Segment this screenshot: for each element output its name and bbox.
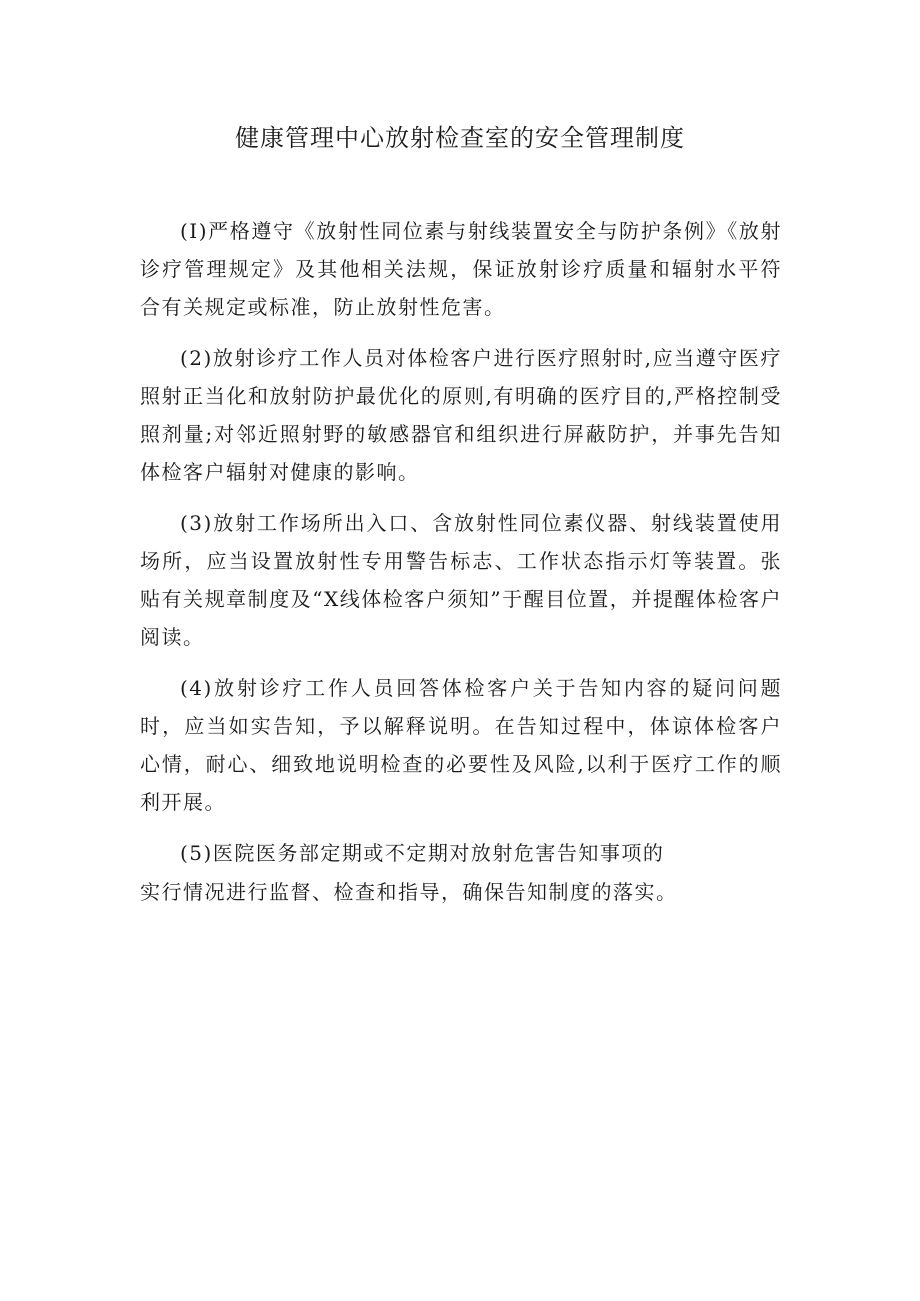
paragraph-4 <box>140 669 782 821</box>
paragraph-text: 严格遵守《放射性同位素与射线装置安全与防护条例》《放射诊疗管理规定》及其他相关法规，保证放射诊疗质量和辐射水平符合有关规定或标准，防止放射性危害。 <box>140 219 782 319</box>
paragraph-3 <box>140 504 782 656</box>
paragraph-text: 放射诊疗工作人员回答体检客户关于告知内容的疑问问题时，应当如实告知，予以解释说明。在告知过程中，体谅体检客户心情，耐心、细致地说明检查的必要性及风险,以利于医疗工作的顺利开展。 <box>140 676 782 814</box>
paragraph-1 <box>140 212 782 326</box>
paragraph-number: (I) <box>180 219 209 243</box>
paragraph-number: (5) <box>180 841 213 865</box>
paragraph-5 <box>140 834 782 872</box>
paragraph-number: (2) <box>180 346 213 370</box>
paragraph-2 <box>140 339 782 491</box>
paragraph-number: (4) <box>180 676 213 700</box>
paragraph-text: 放射诊疗工作人员对体检客户进行医疗照射时,应当遵守医疗照射正当化和放射防护最优化的原则,有明确的医疗目的,严格控制受照剂量;对邻近照射野的敏感器官和组织进行屏蔽防护，并事先告知体检客户辐射对健康的影响。 <box>140 346 782 484</box>
document-body <box>140 212 782 911</box>
paragraph-text: 医院医务部定期或不定期对放射危害告知事项的 <box>212 841 665 865</box>
paragraph-text: 放射工作场所出入口、含放射性同位素仪器、射线装置使用场所，应当设置放射性专用警告标志、工作状态指示灯等装置。张贴有关规章制度及“X线体检客户须知”于醒目位置，并提醒体检客户阅读。 <box>140 511 782 649</box>
document-title: 健康管理中心放射检查室的安全管理制度 <box>235 124 685 152</box>
paragraph-number: (3) <box>180 511 213 535</box>
paragraph-5-continuation: 实行情况进行监督、检查和指导，确保告知制度的落实。 <box>140 880 678 904</box>
